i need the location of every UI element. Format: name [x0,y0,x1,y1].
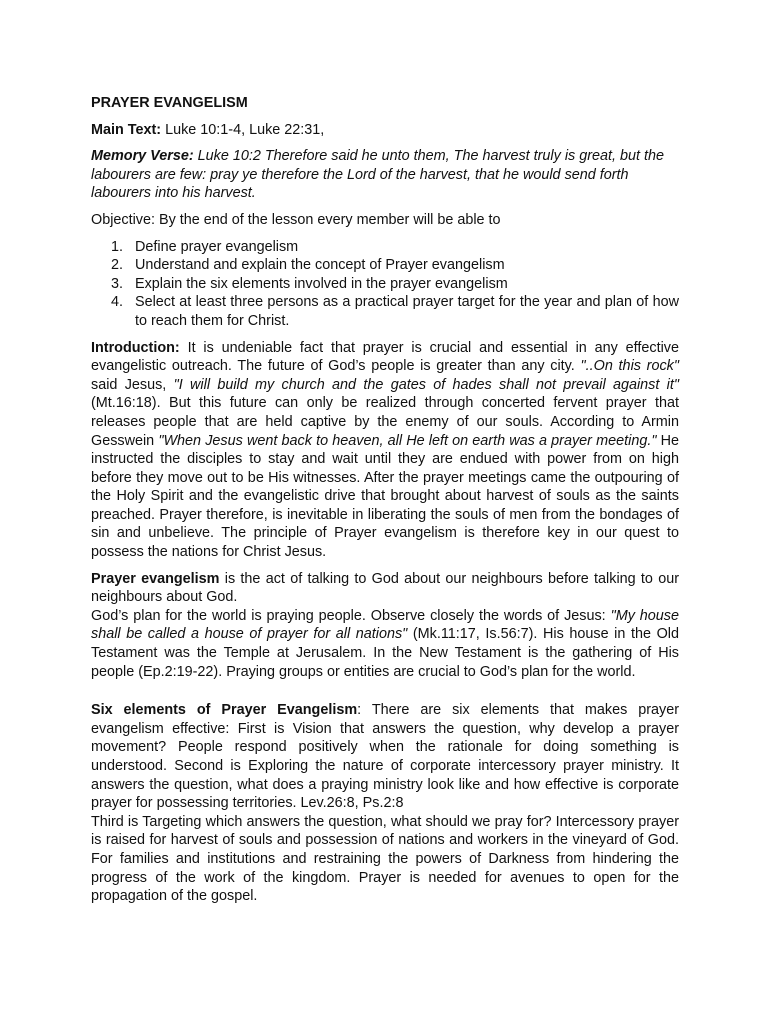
six-elements-label: Six elements of Prayer Evangelism [91,702,358,719]
document-title: PRAYER EVANGELISM [91,95,248,111]
list-item-number: 1. [111,238,124,255]
list-item-number: 4. [111,294,124,311]
list-item-number: 3. [111,275,124,292]
memory-verse-text: Luke 10:2 Therefore said he unto them, The harvest truly is great, but the labourers are few: pray ye therefore the Lord of the harvest, that he would send forth labourers into his harvest. [91,148,665,202]
list-item-text: Understand and explain the concept of Prayer evangelism [135,257,505,274]
gods-plan-text: (Mk.11:17, Is.56:7). His house in the Old Testament was the Temple at Jerusalem. In the New Testament is the gathering of His people (Ep.2:19-22). Praying groups or entities are crucial to God’s plan for the world. [91,626,679,680]
introduction-label: Introduction: [91,339,180,356]
main-text-value: Luke 10:1-4, Luke 22:31, [161,121,325,138]
main-text-line [91,121,679,140]
gods-plan-quote: "My house shall be called a house of prayer for all nations" [91,607,680,643]
main-text-label: Main Text: [91,121,162,138]
introduction-text: He instructed the disciples to stay and wait until they are endued with power from on high before they move out to be His witnesses. After the prayer meetings came the outpouring of the Holy Spirit and the evangelistic drive that brought about harvest of souls as the saints preached. Prayer therefore, is inevitable in liberating the souls of men from the bondages of sin and unbelieve. The principle of Prayer evangelism is therefore key in our quest to possess the nations for Christ Jesus. [91,432,679,561]
introduction-text: said Jesus, [91,376,174,393]
list-item-text: Explain the six elements involved in the prayer evangelism [135,275,508,292]
introduction-quote: "I will build my church and the gates of hades shall not prevail against it" [173,376,679,393]
prayer-evangelism-label: Prayer evangelism [91,570,220,587]
objective-line: Objective: By the end of the lesson every member will be able to [91,211,501,228]
list-item [91,293,679,330]
memory-verse-paragraph [91,147,679,203]
list-item [91,275,679,294]
introduction-text: (Mt.16:18). But this future can only be realized through concerted fervent prayer that releases people that are held captive by the enemy of our souls. According to Armin Gesswein [91,395,679,449]
list-item [91,238,679,257]
introduction-quote: "..On this rock" [580,358,679,375]
six-elements-text: : There are six elements that makes prayer evangelism effective: First is Vision that answers the question, why develop a prayer movement? People respond positively when the rationale for doing something is understood. Second is Exploring the nature of corporate intercessory prayer ministry. It answers the question, what does a praying ministry look like and how effective is corporate prayer for possessing territories. Lev.26:8, Ps.2:8 [91,702,680,812]
targeting-paragraph: Third is Targeting which answers the question, what should we pray for? Intercessory prayer is raised for harvest of souls and possession of nations and workers in the vineyard of God. For families and institutions and restraining the powers of Darkness from hindering the progress of the work of the kingdom. Prayer is needed for avenues to open for the propagation of the gospel. [91,813,679,905]
objectives-list [91,238,679,331]
list-item [91,256,679,275]
introduction-paragraph [91,339,679,562]
six-elements-paragraph [91,701,679,813]
introduction-quote: "When Jesus went back to heaven, all He left on earth was a prayer meeting." [158,432,657,449]
prayer-evangelism-text: is the act of talking to God about our neighbours before talking to our neighbours about God. [91,570,679,606]
list-item-text: Select at least three persons as a practical prayer target for the year and plan of how to reach them for Christ. [135,294,679,329]
prayer-evangelism-definition [91,570,679,607]
list-item-number: 2. [111,257,124,274]
introduction-text: It is undeniable fact that prayer is crucial and essential in any effective evangelistic outreach. The future of God’s people is greater than any city. [91,339,679,375]
gods-plan-paragraph [91,607,679,681]
document-body [91,94,679,906]
list-item-text: Define prayer evangelism [135,238,299,255]
memory-verse-label: Memory Verse: [91,148,194,165]
gods-plan-text: God’s plan for the world is praying people. Observe closely the words of Jesus: [91,607,611,624]
